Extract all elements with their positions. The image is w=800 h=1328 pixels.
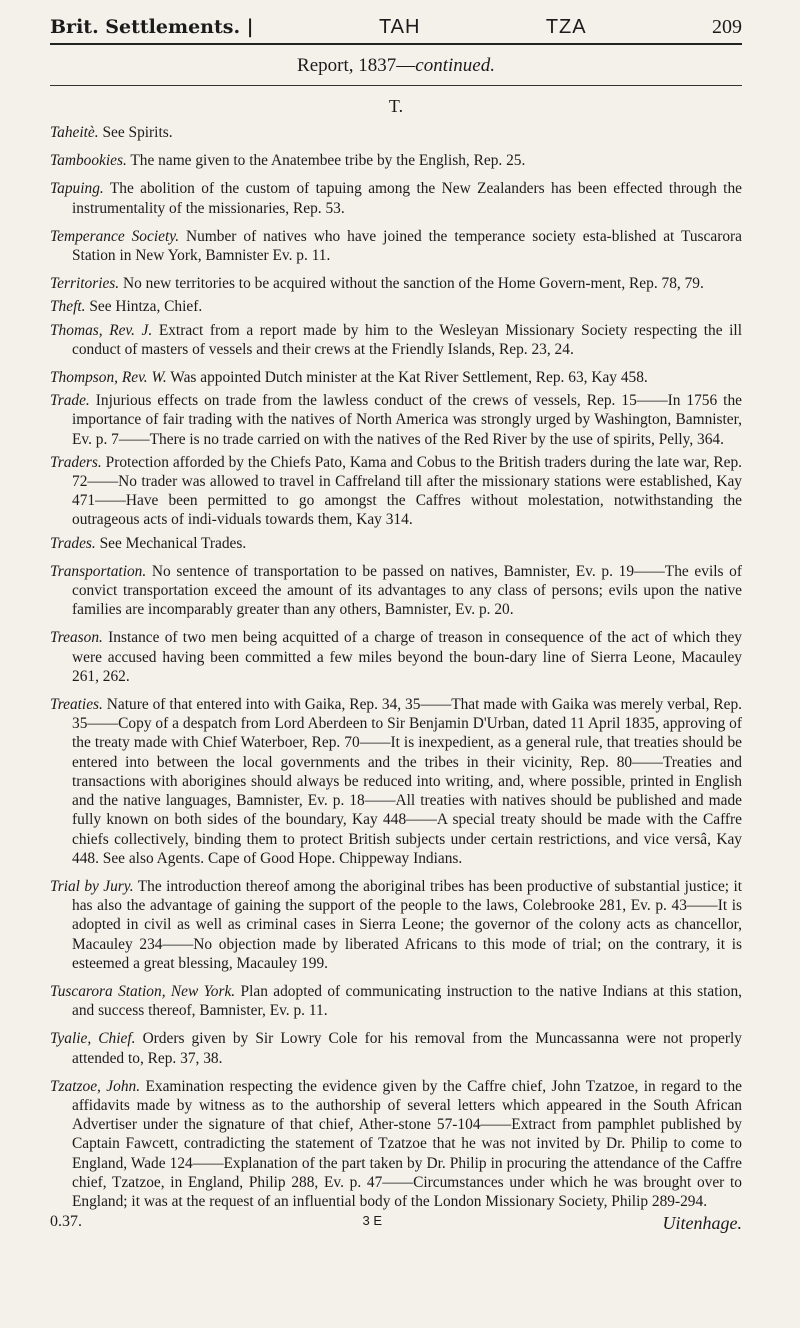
index-entry — [50, 453, 742, 530]
entry-text: Plan adopted of communicating instruction to the native Indians at this station, and success thereof, Bamnister, Ev. p. 11. — [72, 982, 743, 1020]
index-entry — [50, 391, 742, 449]
entry-term: Taheitè. — [50, 124, 99, 141]
page-number: 209 — [711, 16, 742, 38]
entry-term: Treaties. — [50, 696, 103, 714]
entry-term: Trade. — [50, 392, 90, 410]
subheading-rule — [50, 85, 742, 86]
index-entry — [50, 1029, 742, 1067]
entry-text: No new territories to be acquired without the sanction of the Home Govern-ment, Rep. 78, 79. — [119, 275, 704, 293]
index-entry — [50, 274, 742, 293]
index-entry — [50, 368, 742, 387]
entry-term: Tyalie, Chief. — [50, 1030, 136, 1048]
entry-text: Was appointed Dutch minister at the Kat River Settlement, Rep. 63, Kay 458. — [166, 369, 648, 387]
index-entry — [50, 534, 742, 553]
entry-text: Examination respecting the evidence given by the Caffre chief, John Tzatzoe, in regard to the affidavits made by witness as to the authorship of several letters which appeared in the South African Advertiser under the signature of that chief, Ather-stone 57-104——Extract from pamphlet published by Captain Fawcett, contradicting the statement of Tzatzoe that he was not invited by Dr. Philip to come to England, Wade 124——Explanation of the part taken by Dr. Philip in procuring the attendance of the Caffre chief, Tzatzoe, in England, Philip 288, Ev. p. 47——Circumstances under which he was brought over to England; it was at the request of an influential body of the London Missionary Society, Philip 289-294. — [72, 1077, 742, 1210]
entry-text: Number of natives who have joined the temperance society esta-blished at Tuscarora Station in New York, Bamnister Ev. p. 11. — [72, 227, 742, 265]
footer-signature-mark: 3 E — [362, 1213, 383, 1229]
entry-term: Temperance Society. — [50, 227, 180, 245]
footer-catchword: Uitenhage. — [662, 1213, 742, 1234]
index-entry — [50, 1077, 742, 1211]
index-entry — [50, 695, 742, 868]
entry-term: Transportation. — [50, 562, 147, 580]
entry-term: Trial by Jury. — [50, 877, 134, 895]
entry-term: Trades. — [50, 534, 96, 552]
catchword-start: TAH — [378, 16, 421, 38]
index-entry — [50, 321, 742, 359]
entry-text: The name given to the Anatembee tribe by the English, Rep. 25. — [126, 152, 526, 170]
section-title: Brit. Settlements. | — [50, 16, 254, 38]
report-subheading — [50, 55, 742, 77]
index-entry — [50, 628, 742, 686]
index-entry — [50, 179, 742, 217]
entry-term: Tambookies. — [50, 152, 127, 170]
index-entry — [50, 982, 742, 1020]
entry-term: Treason. — [50, 629, 103, 647]
index-entry — [50, 297, 742, 316]
footer-sheet-number: 0.37. — [50, 1213, 82, 1231]
section-letter: T. — [388, 96, 404, 116]
entry-term: Territories. — [50, 275, 120, 293]
entry-text: See Hintza, Chief. — [85, 298, 203, 316]
running-head — [50, 14, 742, 40]
entry-term: Tzatzoe, John. — [50, 1077, 141, 1095]
catchword-end: TZA — [545, 16, 587, 38]
entry-term: Thomas, Rev. J. — [50, 321, 153, 339]
index-entry — [50, 151, 742, 170]
index-entry — [50, 877, 742, 973]
entry-term: Tuscarora Station, New York. — [50, 982, 236, 1000]
entry-text: See Mechanical Trades. — [95, 534, 247, 552]
index-entries — [50, 123, 742, 1211]
index-entry — [50, 562, 742, 620]
entry-text: See Spirits. — [98, 124, 173, 141]
entry-text: Protection afforded by the Chiefs Pato, Kama and Cobus to the British traders during the late war, Rep. 72——No trader was allowed to travel in Caffreland till after the missionary stations were established, Kay 471——Have been permitted to go amongst the Caffres without molestation, notwithstanding the outrageous acts of indi-viduals towards them, Kay 314. — [72, 453, 742, 529]
entry-text: The introduction thereof among the aboriginal tribes has been productive of substantial justice; it has also the advantage of gaining the support of the people to the laws, Colebrooke 281, Ev. p. 43——It is adopted in civil as well as criminal cases in Sierra Leone; the governor of the colony acts as chancellor, Macauley 234——No objection made by liberated Africans to this mode of trial; on the contrary, it is esteemed a great blessing, Macauley 199. — [72, 877, 742, 972]
subheading-continued: continued. — [415, 55, 495, 76]
page-footer — [50, 1213, 742, 1234]
entry-text: Orders given by Sir Lowry Cole for his removal from the Muncassanna were not properly attended to, Rep. 37, 38. — [72, 1030, 742, 1067]
entry-text: Instance of two men being acquitted of a charge of treason in consequence of the act of which they were accused having been committed a few miles beyond the boun-dary line of Sierra Leone, Macauley 261, 262. — [72, 629, 742, 685]
entry-term: Thompson, Rev. W. — [50, 369, 167, 387]
entry-term: Theft. — [50, 298, 86, 316]
entry-term: Tapuing. — [50, 180, 104, 198]
index-entry — [50, 227, 742, 265]
entry-term: Traders. — [50, 453, 102, 471]
entry-text: The abolition of the custom of tapuing among the New Zealanders has been effected through the instrumentality of the missionaries, Rep. 53. — [72, 180, 742, 217]
entry-text: Nature of that entered into with Gaika, Rep. 34, 35——That made with Gaika was merely verbal, Rep. 35——Copy of a despatch from Lord Aberdeen to Sir Benjamin D'Urban, dated 11 April 1835, approving of the treaty made with Chief Waterboer, Rep. 70——It is inexpedient, as a general rule, that treaties should be entered into between the local governments and the tribes in their vicinity, Rep. 80——Treaties and transactions with aborigines should always be reduced into writing, and, where possible, printed in English and the native languages, Bamnister, Ev. p. 18——All treaties with natives should be published and made fully known on both sides of the boundary, Kay 448——A special treaty should be made with the Caffre chiefs collectively, binding them to protect British subjects under certain restrictions, and vice versâ, Kay 448. See also Agents. Cape of Good Hope. Chippeway Indians. — [72, 696, 742, 867]
index-entry — [50, 123, 742, 142]
entry-text: No sentence of transportation to be passed on natives, Bamnister, Ev. p. 19——The evils of convict transportation exceed the amount of its advantages to any class of persons; evils upon the native families are incomparably greater than any others, Bamnister, Ev. p. 20. — [72, 562, 742, 619]
entry-text: Injurious effects on trade from the lawless conduct of the crews of vessels, Rep. 15——In 1756 the importance of fair trading with the natives of North America was strongly urged by Washington, Bamnister, Ev. p. 7——There is no trade carried on with the natives of the Red River by the use of spirits, Pelly, 364. — [72, 392, 742, 448]
header-rule — [50, 43, 742, 45]
subheading-prefix: Report, 1837— — [297, 55, 416, 76]
entry-text: Extract from a report made by him to the Wesleyan Missionary Society respecting the ill conduct of masters of vessels and their crews at the Friendly Islands, Rep. 23, 24. — [72, 321, 742, 358]
